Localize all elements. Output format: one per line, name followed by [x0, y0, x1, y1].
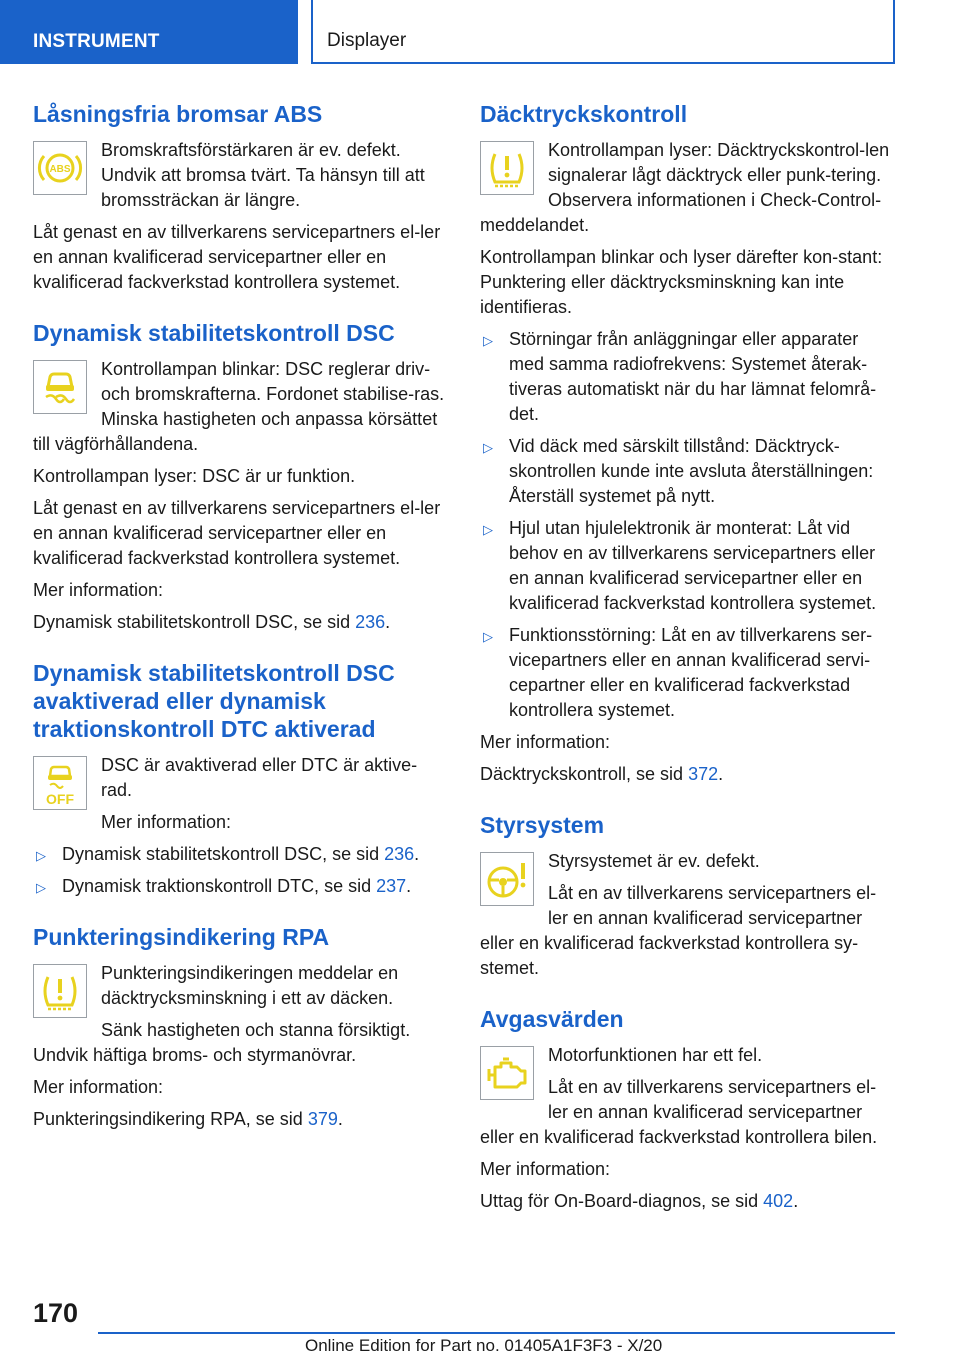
dsc-off-text-1: DSC är avaktiverad eller DTC är aktive-rad. [101, 755, 418, 800]
page-link-372[interactable]: 372 [688, 764, 719, 784]
rpa-text-2: Sänk hastigheten och stanna försiktigt. Undvik häftiga broms- och styrmanövrar. [33, 1020, 411, 1065]
page-link-236[interactable]: 236 [355, 612, 386, 632]
tire-pressure-icon [480, 141, 534, 195]
emis-reference [480, 1189, 895, 1214]
page-number: 170 [33, 1298, 79, 1328]
svg-text:OFF: OFF [46, 791, 74, 807]
section-tire-pressure [480, 100, 895, 787]
tire-pressure-icon [33, 964, 87, 1018]
emis-text-1: Motorfunktionen har ett fel. [548, 1045, 763, 1065]
dsc-more-info: Mer information: [33, 580, 164, 600]
ref-text: Uttag för On-Board-diagnos, se sid [480, 1191, 764, 1211]
ref-end: . [337, 1109, 343, 1129]
section-dsc-off [33, 659, 448, 899]
steer-text-1: Styrsystemet är ev. defekt. [548, 851, 760, 871]
emis-more-info: Mer information: [480, 1159, 611, 1179]
bullet-triangle-icon: ▷ [483, 522, 493, 537]
tpc-text-1: Kontrollampan lyser: Däcktryckskontrol-len signalerar lågt däcktryck eller punk-tering. Observera informationen i Check-Control-meddelandet. [480, 140, 890, 235]
section-title: Låsningsfria bromsar ABS [33, 101, 323, 127]
list-item [33, 842, 448, 867]
footer-edition: Online Edition for Part no. 01405A1F3F3 - X/20 [305, 1336, 663, 1355]
abs-text-1: Bromskraftsförstärkaren är ev. defekt. Undvik att bromsa tvärt. Ta hänsyn till att bromssträckan är längre. [101, 140, 425, 210]
tpc-reference [480, 762, 895, 787]
section-title: Styrsystem [480, 812, 605, 838]
left-column [33, 100, 448, 1156]
ref-end: . [414, 844, 420, 864]
ref-end: . [793, 1191, 799, 1211]
section-dsc [33, 319, 448, 635]
section-emissions [480, 1005, 895, 1214]
section-rpa [33, 923, 448, 1132]
ref-text: Dynamisk traktionskontroll DTC, se sid [62, 876, 377, 896]
dsc-off-icon [33, 756, 87, 810]
section-title: Dynamisk stabilitetskontroll DSC avaktiverad eller dynamisk traktionskontroll DTC aktiverad [33, 660, 395, 742]
page-link-237[interactable]: 237 [376, 876, 407, 896]
section-title: Däcktryckskontroll [480, 101, 688, 127]
list-item [480, 516, 895, 616]
section-abs [33, 100, 448, 295]
rpa-more-info: Mer information: [33, 1077, 164, 1097]
engine-check-icon [480, 1046, 534, 1100]
ref-end: . [406, 876, 412, 896]
abs-text-2: Låt genast en av tillverkarens servicepartners el-ler en annan kvalificerad servicepartner eller en kvalificerad fackverkstad kontrollera systemet. [33, 222, 441, 292]
svg-text:ABS: ABS [49, 164, 71, 175]
bullet-text: Vid däck med särskilt tillstånd: Däcktryck-skontrollen kunde inte avsluta återställningen: Återställ systemet på nytt. [509, 436, 874, 506]
list-item [480, 623, 895, 723]
section-title: Avgasvärden [480, 1006, 624, 1032]
ref-text: Dynamisk stabilitetskontroll DSC, se sid [33, 612, 356, 632]
bullet-triangle-icon: ▷ [483, 629, 493, 644]
ref-text: Däcktryckskontroll, se sid [480, 764, 689, 784]
ref-text: Punkteringsindikering RPA, se sid [33, 1109, 308, 1129]
section-title: Punkteringsindikering RPA [33, 924, 330, 950]
dsc-off-more-info: Mer information: [101, 812, 232, 832]
section-steering [480, 811, 895, 981]
bullet-text: Hjul utan hjulelektronik är monterat: Låt vid behov en av tillverkarens servicepartners eller en annan kvalificerad servicepartner eller en kvalificerad fackverkstad kontrollera systemet. [509, 518, 877, 613]
ref-end: . [385, 612, 391, 632]
section-title: Dynamisk stabilitetskontroll DSC [33, 320, 395, 346]
page-link-402[interactable]: 402 [763, 1191, 794, 1211]
dsc-text-3: Låt genast en av tillverkarens servicepartners el-ler en annan kvalificerad servicepartner eller en kvalificerad fackverkstad kontrollera systemet. [33, 498, 441, 568]
ref-end: . [718, 764, 724, 784]
dsc-reference [33, 610, 448, 635]
dsc-text-2: Kontrollampan lyser: DSC är ur funktion. [33, 466, 356, 486]
footer-divider [98, 1332, 895, 1334]
bullet-triangle-icon: ▷ [483, 333, 493, 348]
list-item [480, 434, 895, 509]
rpa-text-1: Punkteringsindikeringen meddelar en däcktrycksminskning i ett av däcken. [101, 963, 399, 1008]
page-link-236[interactable]: 236 [384, 844, 415, 864]
emis-text-2: Låt en av tillverkarens servicepartners el-ler en annan kvalificerad servicepartner eller en kvalificerad fackverkstad kontrollera bilen. [480, 1077, 878, 1147]
steering-warning-icon [480, 852, 534, 906]
header-chapter-title: Displayer [311, 0, 895, 64]
bullet-text: Störningar från anläggningar eller apparater med samma radiofrekvens: Systemet återak-tiveras automatiskt när du har lämnat felområ-det. [509, 329, 877, 424]
steer-text-2: Låt en av tillverkarens servicepartners el-ler en annan kvalificerad servicepartner eller en kvalificerad fackverkstad kontrollera sy-stemet. [480, 883, 877, 978]
bullet-triangle-icon: ▷ [36, 880, 46, 895]
rpa-reference [33, 1107, 448, 1132]
bullet-triangle-icon: ▷ [36, 848, 46, 863]
bullet-triangle-icon: ▷ [483, 440, 493, 455]
list-item [480, 327, 895, 427]
bullet-text: Funktionsstörning: Låt en av tillverkarens ser-vicepartners eller en annan kvalificerad servi-cepartner eller en kvalificerad fackverkstad kontrollera systemet. [509, 625, 873, 720]
dsc-text-1: Kontrollampan blinkar: DSC reglerar driv- och bromskrafterna. Fordonet stabilise-ras. Minska hastigheten och anpassa körsättet till vägförhållandena. [33, 359, 445, 454]
tpc-more-info: Mer information: [480, 732, 611, 752]
abs-warning-icon [33, 141, 87, 195]
ref-text: Dynamisk stabilitetskontroll DSC, se sid [62, 844, 385, 864]
right-column [480, 100, 895, 1238]
tpc-text-2: Kontrollampan blinkar och lyser därefter kon-stant: Punktering eller däcktrycksminskning kan inte identifieras. [480, 247, 883, 317]
page-link-379[interactable]: 379 [307, 1109, 338, 1129]
dsc-skid-icon [33, 360, 87, 414]
list-item [33, 874, 448, 899]
header-section-tab: INSTRUMENT [0, 0, 298, 64]
